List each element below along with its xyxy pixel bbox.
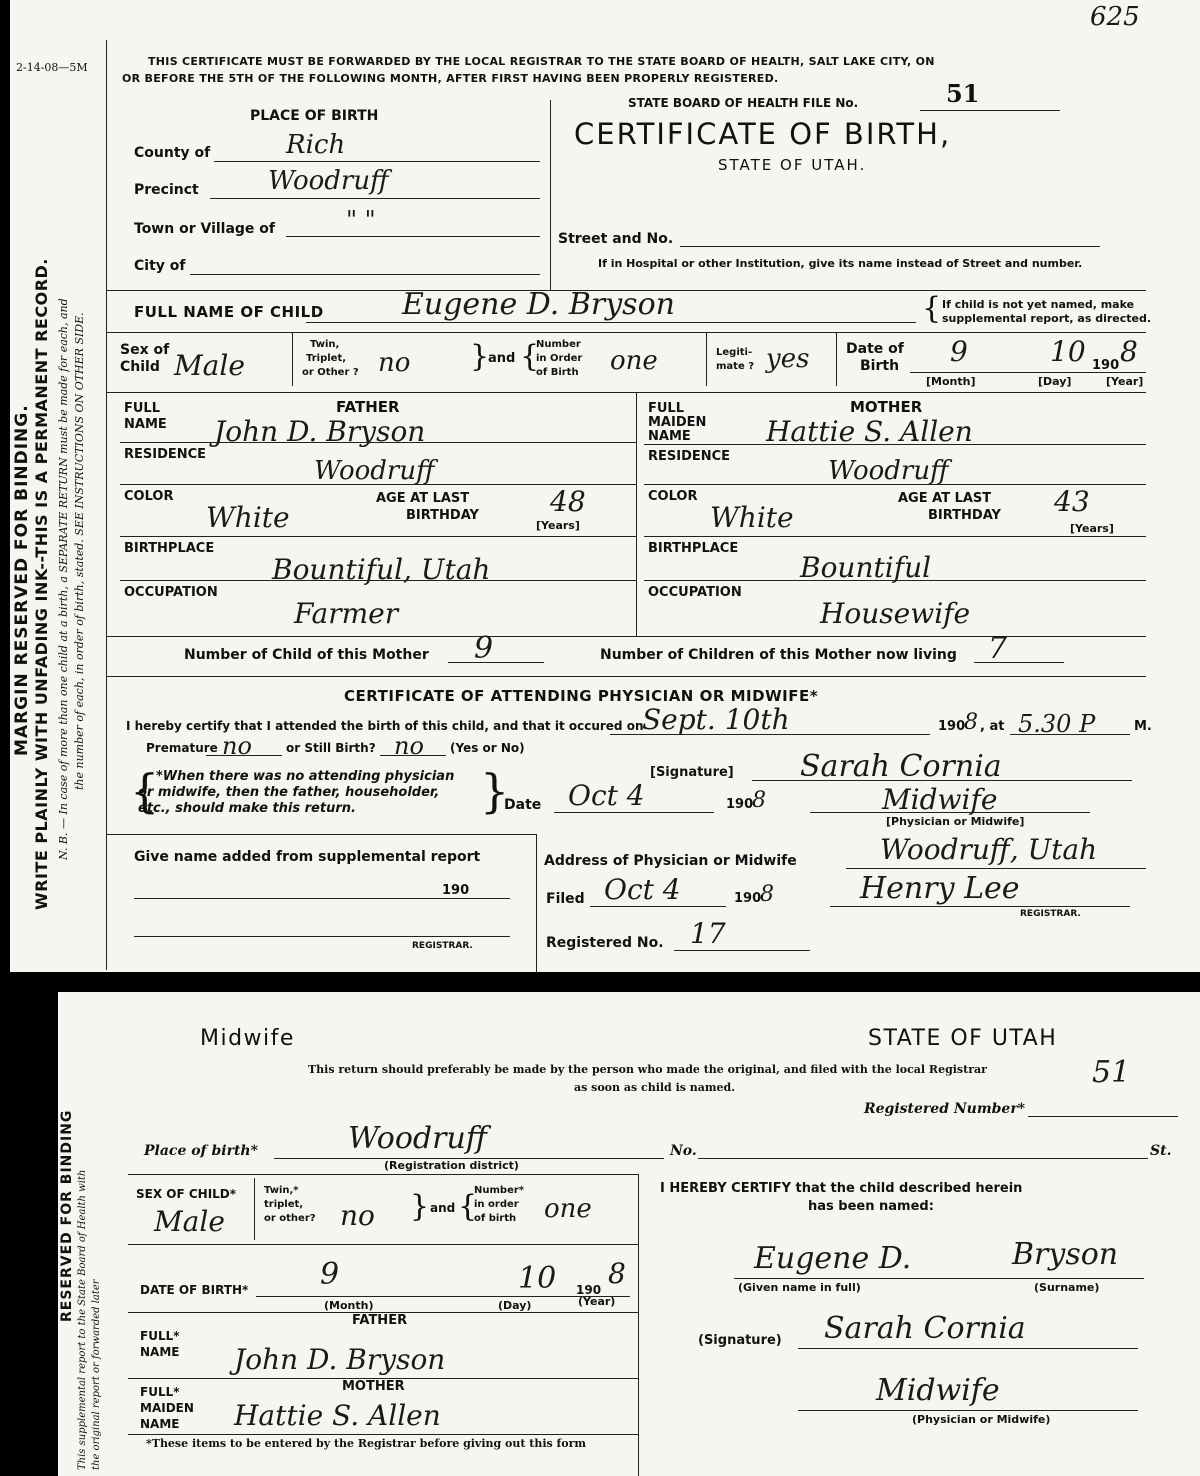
supp-surname: Bryson	[1012, 1237, 1119, 1272]
left-border	[106, 40, 107, 970]
town-label: Town or Village of	[134, 221, 276, 237]
physician-title: Midwife	[882, 783, 998, 816]
birth-date-cert: Sept. 10th	[642, 703, 790, 736]
street-label: Street and No.	[558, 231, 674, 247]
supp-dob-month: 9	[320, 1257, 340, 1292]
order-value: one	[610, 346, 658, 376]
physician-signature: Sarah Cornia	[800, 749, 1002, 784]
supplemental-report: RESERVED FOR BINDING This supplemental report to the State Board of Health with the original report or forwarded later Midwife STATE OF UTAH This return should preferably be made by the person who made the original, and filed with the local Registrar as soon as child is named. 51 Registered Number* Place of birth* Woodruff (Registration district) No. St. SEX OF CHILD* Male Twin,* triplet, or other? no } and { Number* in order of birth one DATE OF BIRTH* 9 10 190 8 (Month) (Day) (Year) FATHER FULL* NAME John D. Bryson MOTHER FULL* MAIDEN NAME Hattie S. Allen *These items to be entered by the Registrar before giving out this form I HEREBY CERTIFY that the child described herein has been named: Eugene D. Bryson (Given name in full) (Surname) (Signature) Sarah Cornia Midwife (Physician or Midwife)	[58, 992, 1200, 1476]
mother-color: White	[710, 501, 794, 534]
filed-date: Oct 4	[604, 873, 681, 906]
county-label: County of	[134, 145, 211, 161]
supp-father-name: John D. Bryson	[234, 1343, 446, 1376]
sex-value: Male	[174, 349, 245, 382]
mother-residence: Woodruff	[828, 456, 949, 486]
supp-dob-year: 8	[608, 1257, 626, 1290]
still-birth-value: no	[394, 732, 424, 760]
child-number: 9	[474, 631, 494, 666]
supp-place: Woodruff	[348, 1121, 488, 1156]
margin-nb-line1: N. B. — In case of more than one child at a birth, a SEPARATE RETURN must be made for each, and	[57, 298, 70, 860]
child-name-label: FULL NAME OF CHILD	[134, 303, 324, 321]
certificate-title: CERTIFICATE OF BIRTH,	[574, 117, 952, 151]
supplemental-name-label: Give name added from supplemental report	[134, 849, 481, 865]
file-no-value: 51	[946, 79, 980, 108]
premature-value: no	[222, 732, 252, 760]
father-occupation: Farmer	[294, 597, 399, 630]
mother-birthplace: Bountiful	[800, 551, 932, 584]
precinct-label: Precinct	[134, 182, 199, 198]
file-no-label: STATE BOARD OF HEALTH FILE No.	[628, 96, 859, 110]
supp-mother-name: Hattie S. Allen	[234, 1399, 441, 1432]
supp-sex: Male	[154, 1205, 225, 1238]
physician-address: Woodruff, Utah	[880, 833, 1098, 866]
mother-heading: MOTHER	[850, 398, 923, 416]
father-heading: FATHER	[336, 398, 400, 416]
supp-margin-binding: RESERVED FOR BINDING	[59, 1109, 75, 1322]
instruction-line2: OR BEFORE THE 5TH OF THE FOLLOWING MONTH, AFTER FIRST HAVING BEEN PROPERLY REGISTERED.	[122, 72, 779, 85]
father-birthplace: Bountiful, Utah	[272, 553, 491, 586]
birth-certificate: 625 2-14-08—5M MARGIN RESERVED FOR BINDING. WRITE PLAINLY WITH UNFADING INK--THIS IS A PERMANENT RECORD. N. B. — In case of more than one child at a birth, a SEPARATE RETURN must be made for each, and the number of each, in order of birth, stated. SEE INSTRUCTIONS ON OTHER SIDE. THIS CERTIFICATE MUST BE FORWARDED BY THE LOCAL REGISTRAR TO THE STATE BOARD OF HEALTH, SALT LAKE CITY, ON OR BEFORE THE 5TH OF THE FOLLOWING MONTH, AFTER FIRST HAVING BEEN PROPERLY REGISTERED. STATE BOARD OF HEALTH FILE No. 51 CERTIFICATE OF BIRTH, STATE OF UTAH. PLACE OF BIRTH County of Rich Precinct Woodruff Town or Village of " " City of Street and No. If in Hospital or other Institution, give its name instead of Street and number. FULL NAME OF CHILD Eugene D. Bryson { If child is not yet named, make supplemental report, as directed. Sex of Child Male Twin, Triplet, or Other ? no } and { Number in Order of Birth one Legiti- mate ? yes Date of Birth 9 10 190 8 [Month] [Day] [Year] FATHER FULL NAME John D. Bryson RESIDENCE Woodruff COLOR White AGE AT LAST BIRTHDAY 48 [Years] BIRTHPLACE Bountiful, Utah OCCUPATION Farmer MOTHER FULL MAIDEN NAME Hattie S. Allen RESIDENCE Woodruff COLOR White AGE AT LAST BIRTHDAY 43 [Years] BIRTHPLACE Bountiful OCCUPATION Housewife Number of Child of this Mother 9 Number of Children of this Mother now living 7 CERTIFICATE OF ATTENDING PHYSICIAN OR MIDWIFE* I hereby certify that I attended the birth of this child, and that it occured on Sept. 10th 190 8 , at 5.30 P M. Premature no or Still Birth? no (Yes or No) { *When there was no attending physician or midwife, then the father, householder, etc., should make this return. } [Signature] Sarah Cornia Date Oct 4 190 8 Midwife [Physician or Midwife] Give name added from supplemental report 190 REGISTRAR. Address of Physician or Midwife Woodruff, Utah Filed Oct 4 190 8 Henry Lee REGISTRAR. Registered No. 17	[10, 0, 1200, 972]
supp-dob-day: 10	[518, 1261, 557, 1296]
child-name-value: Eugene D. Bryson	[402, 287, 675, 322]
birth-time: 5.30 P	[1018, 710, 1096, 738]
place-heading: PLACE OF BIRTH	[250, 108, 379, 124]
dob-day: 10	[1050, 335, 1086, 368]
physician-heading: CERTIFICATE OF ATTENDING PHYSICIAN OR MIDWIFE*	[344, 687, 819, 705]
mother-age: 43	[1054, 485, 1090, 518]
father-color: White	[206, 501, 290, 534]
dob-month: 9	[950, 335, 968, 368]
supp-given-name: Eugene D.	[754, 1241, 912, 1276]
supp-file-no: 51	[1092, 1055, 1131, 1090]
city-label: City of	[134, 258, 186, 274]
supp-title: Midwife	[200, 1026, 295, 1051]
form-code: 2-14-08—5M	[16, 61, 88, 74]
father-age: 48	[550, 485, 586, 518]
children-living: 7	[988, 631, 1008, 666]
margin-nb-line2: the number of each, in order of birth, stated. SEE INSTRUCTIONS ON OTHER SIDE.	[73, 312, 86, 790]
supp-order: one	[544, 1194, 592, 1224]
county-value: Rich	[286, 130, 346, 160]
town-value: " "	[346, 206, 376, 234]
legitimate-value: yes	[766, 344, 810, 374]
twin-value: no	[378, 348, 411, 378]
physician-date: Oct 4	[568, 779, 645, 812]
certificate-subtitle: STATE OF UTAH.	[718, 156, 867, 174]
dob-year: 8	[1120, 335, 1138, 368]
registered-number: 17	[690, 917, 726, 950]
registrar-signature: Henry Lee	[860, 871, 1020, 906]
margin-ink-text: WRITE PLAINLY WITH UNFADING INK--THIS IS A PERMANENT RECORD.	[32, 258, 51, 910]
supp-twin: no	[340, 1199, 375, 1232]
father-name: John D. Bryson	[214, 415, 426, 448]
mother-name: Hattie S. Allen	[766, 415, 973, 448]
supp-signature: Sarah Cornia	[824, 1311, 1026, 1346]
child-name-note2: supplemental report, as directed.	[942, 312, 1152, 325]
margin-binding-text: MARGIN RESERVED FOR BINDING.	[12, 404, 32, 756]
sex-label: Sex of	[120, 342, 170, 358]
hospital-note: If in Hospital or other Institution, give its name instead of Street and number.	[598, 257, 1083, 270]
child-name-note1: If child is not yet named, make	[942, 298, 1135, 311]
precinct-value: Woodruff	[268, 166, 389, 196]
top-number: 625	[1090, 2, 1140, 32]
father-residence: Woodruff	[314, 456, 435, 486]
instruction-line1: THIS CERTIFICATE MUST BE FORWARDED BY THE LOCAL REGISTRAR TO THE STATE BOARD OF HEALTH, SALT LAKE CITY, ON	[148, 55, 935, 68]
mother-occupation: Housewife	[820, 597, 971, 630]
supp-title-handwritten: Midwife	[876, 1373, 1000, 1408]
